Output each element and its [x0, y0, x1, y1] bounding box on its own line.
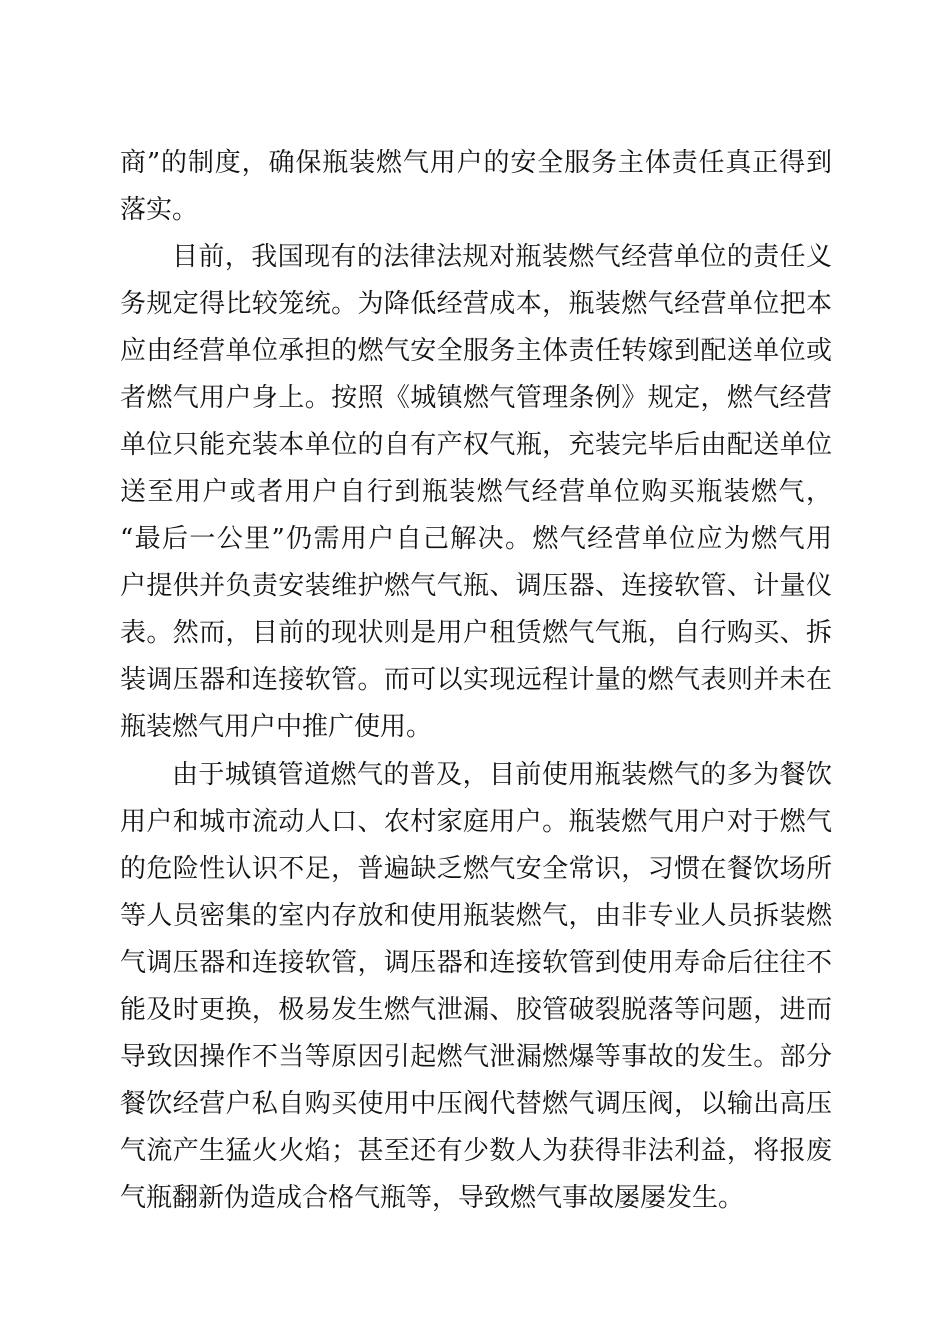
paragraph-2-line-11: 瓶装燃气用户中推广使用。 [120, 712, 433, 742]
paragraph-3-line-7: 导致因操作不当等原因引起燃气泄漏燃爆等事故的发生。部分 [120, 1042, 832, 1072]
paragraph-3-line-2: 用户和城市流动人口、农村家庭用户。瓶装燃气用户对于燃气 [120, 807, 832, 837]
paragraph-1-line-1: 商”的制度，确保瓶装燃气用户的安全服务主体责任真正得到 [120, 148, 832, 178]
paragraph-3-line-8: 餐饮经营户私自购买使用中压阀代替燃气调压阀，以输出高压 [120, 1089, 832, 1119]
paragraph-2-line-2: 务规定得比较笼统。为降低经营成本，瓶装燃气经营单位把本 [120, 289, 832, 319]
paragraph-2-line-5: 单位只能充装本单位的自有产权气瓶，充装完毕后由配送单位 [120, 430, 832, 460]
paragraph-2-line-7: “最后一公里”仍需用户自己解决。燃气经营单位应为燃气用 [120, 524, 832, 554]
paragraph-3-line-1: 由于城镇管道燃气的普及，目前使用瓶装燃气的多为餐饮 [172, 760, 832, 790]
paragraph-1-line-2: 落实。 [120, 195, 199, 225]
paragraph-2-line-8: 户提供并负责安装维护燃气气瓶、调压器、连接软管、计量仪 [120, 571, 832, 601]
paragraph-2-line-1: 目前，我国现有的法律法规对瓶装燃气经营单位的责任义 [172, 242, 832, 272]
paragraph-3-line-9: 气流产生猛火火焰；甚至还有少数人为获得非法利益，将报废 [120, 1136, 832, 1166]
paragraph-2-line-3: 应由经营单位承担的燃气安全服务主体责任转嫁到配送单位或 [120, 336, 832, 366]
paragraph-2-line-10: 装调压器和连接软管。而可以实现远程计量的燃气表则并未在 [120, 665, 832, 695]
paragraph-3-line-4: 等人员密集的室内存放和使用瓶装燃气，由非专业人员拆装燃 [120, 901, 832, 931]
paragraph-3-line-3: 的危险性认识不足，普遍缺乏燃气安全常识，习惯在餐饮场所 [120, 854, 832, 884]
paragraph-2-line-4: 者燃气用户身上。按照《城镇燃气管理条例》规定，燃气经营 [120, 383, 832, 413]
paragraph-2-line-6: 送至用户或者用户自行到瓶装燃气经营单位购买瓶装燃气， [120, 477, 832, 507]
paragraph-3-line-5: 气调压器和连接软管，调压器和连接软管到使用寿命后往往不 [120, 948, 832, 978]
paragraph-3-line-10: 气瓶翻新伪造成合格气瓶等，导致燃气事故屡屡发生。 [120, 1183, 745, 1213]
paragraph-2-line-9: 表。然而，目前的现状则是用户租赁燃气气瓶，自行购买、拆 [120, 618, 832, 648]
paragraph-3-line-6: 能及时更换，极易发生燃气泄漏、胶管破裂脱落等问题，进而 [120, 995, 832, 1025]
